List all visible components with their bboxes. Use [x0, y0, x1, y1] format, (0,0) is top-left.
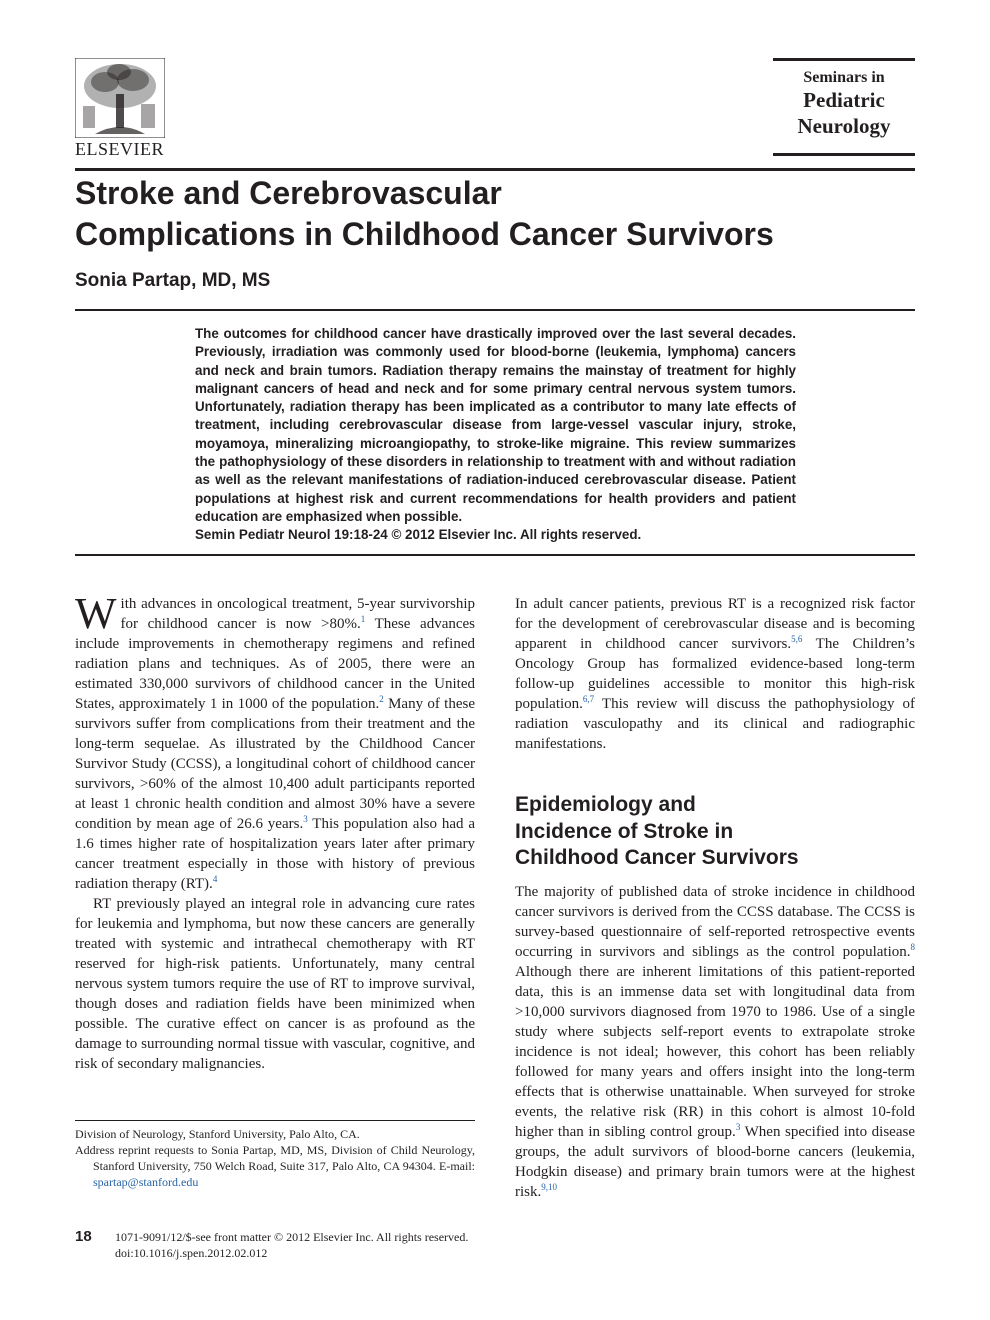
email-link[interactable]: spartap@stanford.edu [93, 1175, 199, 1189]
body-paragraph: The majority of published data of stroke incidence in childhood cancer survivors is derived from the CCSS database. The CCSS is survey-based questionnaire of self-reported retrospective events occurring in survivors and siblings as the control population.$^8$ Although there are inherent limitations of this patient-reported data, this is an immense data set with longitudinal data from >10,000 survivors diagnosed from 1970 to 1986. Use of a single study where subjects self-report events to extrapolate stroke incidence is not ideal; however, this cohort has been reliably followed for many years and offers insight into the long-term effects that is otherwise unattainable. When surveyed for stroke events, the relative risk (RR) in this cohort is almost 10-fold higher than in sibling control group.$^3$ When specified into disease groups, the adult survivors of blood-borne cancers (leukemia, Hodgkin disease) and primary brain tumors were at the highest risk.$^{9,10}$ [515, 883, 915, 1200]
body-paragraph: RT previously played an integral role in advancing cure rates for leukemia and lymphoma, but now these cancers are generally treated with systemic and intrathecal chemotherapy with RT reserved for high-risk patients. Unfortunately, many central nervous system tumors require the use of RT to improve survival, though doses and radiation fields have been minimized when possible. The curative effect on cancer is as profound as the damage to surrounding normal tissue with vascular, cognitive, and risk of secondary malignancies. [75, 896, 475, 1072]
drop-cap: W [75, 589, 117, 638]
abstract-citation: Semin Pediatr Neurol 19:18-24 © 2012 Elsevier Inc. All rights reserved. [195, 527, 642, 543]
citation-ref[interactable]: 3 [735, 1121, 741, 1132]
intro-paragraph: With advances in oncological treatment, 5-year survivorship for childhood cancer is now >80%.$^1$ These advances include improvements in chemotherapy regimens and refined radiation plans and techniques. As of 2005, there were an estimated 330,000 survivors of childhood cancer in the United States, approximately 1 in 1000 of the population.$^2$ Many of these survivors suffer from complications from their treatment and the long-term sequelae. As illustrated by the Childhood Cancer Survivor Study (CCSS), a longitudinal cohort of childhood cancer survivors, >60% of the almost 10,400 adult participants reported at least 1 chronic health condition and almost 30% have a severe condition by mean age of 26.6 years.$^3$ This population also had a 1.6 times higher rate of hospitalization years later after primary cancer treatment especially in those with history of previous radiation therapy (RT).$^4$ [75, 589, 476, 892]
header-rule [75, 168, 915, 171]
journal-masthead [773, 58, 915, 156]
affiliation-note: Division of Neurology, Stanford University, Palo Alto, CA. [75, 1127, 360, 1141]
article-author: Sonia Partap, MD, MS [75, 270, 271, 291]
article-title-line-1: Stroke and Cerebrovascular [75, 175, 502, 211]
publisher-name: ELSEVIER [75, 139, 164, 159]
page-number: 18 [75, 1228, 92, 1245]
body-column-left [75, 589, 476, 1074]
elsevier-tree-logo [75, 58, 165, 138]
citation-ref[interactable]: 9,10 [541, 1181, 557, 1192]
article-title-line-2: Complications in Childhood Cancer Survivors [75, 216, 774, 252]
abstract-bottom-rule [75, 554, 915, 556]
issn-line: 1071-9091/12/$-see front matter © 2012 Elsevier Inc. All rights reserved. [115, 1230, 469, 1244]
publisher-logo [75, 58, 165, 158]
abstract [195, 325, 796, 545]
citation-ref[interactable]: 6,7 [582, 694, 595, 704]
footnote-rule [75, 1120, 475, 1121]
issn-doi [115, 1229, 468, 1261]
doi-line[interactable]: doi:10.1016/j.spen.2012.02.012 [115, 1246, 268, 1260]
citation-ref[interactable]: 4 [212, 874, 218, 884]
footnotes [75, 1126, 475, 1190]
body-column-right [515, 594, 915, 1202]
body-paragraph: In adult cancer patients, previous RT is a recognized risk factor for the development of cerebrovascular disease and is becoming apparent in childhood cancer survivors.$^{5,6}$ The Children’s Oncology Group has formalized evidence-based long-term follow-up guidelines accessible to monitor this high-risk population.$^{6,7}$ This review will discuss the pathophysiology of radiation vasculopathy and its clinical and radiographic manifestations. [515, 596, 915, 752]
citation-ref[interactable]: 3 [303, 814, 308, 824]
citation-ref[interactable]: 5,6 [791, 634, 803, 644]
citation-ref[interactable]: 2 [379, 694, 384, 704]
journal-name-line-1: Pediatric [803, 88, 885, 112]
abstract-text: The outcomes for childhood cancer have drastically improved over the last several decades. Previously, irradiation was commonly used for blood-borne (leukemia, lymphoma) cancers and neck and brain tumors. Radiation therapy remains the mainstay of treatment for highly malignant cancers of head and neck and for some primary central nervous system tumors. Unfortunately, radiation therapy has been implicated as a contributor to many late effects of treatment, including cerebrovascular disease from large-vessel vascular injury, stroke, moyamoya, mineralizing microangiopathy, to stroke-like migraine. This review summarizes the pathophysiology of these disorders in relationship to treatment with and without radiation as well as the relevant manifestations of radiation-induced cerebrovascular disease. Patient populations at highest risk and current recommendations for health providers and patient education are emphasized when possible. [195, 326, 796, 524]
citation-ref[interactable]: 8 [910, 941, 915, 952]
article-title [75, 173, 915, 255]
journal-series: Seminars in [803, 69, 885, 86]
journal-name-line-2: Neurology [797, 114, 891, 138]
citation-ref[interactable]: 1 [360, 614, 366, 624]
reprint-address-note: Address reprint requests to Sonia Partap, MD, MS, Division of Child Neurology, Stanford University, 750 Welch Road, Suite 317, Palo Alto, CA 94304. E-mail: spartap@stanford.edu [75, 1143, 475, 1189]
abstract-top-rule [75, 309, 915, 311]
section-heading: Epidemiology and Incidence of Stroke in Childhood Cancer Survivors [515, 793, 799, 869]
